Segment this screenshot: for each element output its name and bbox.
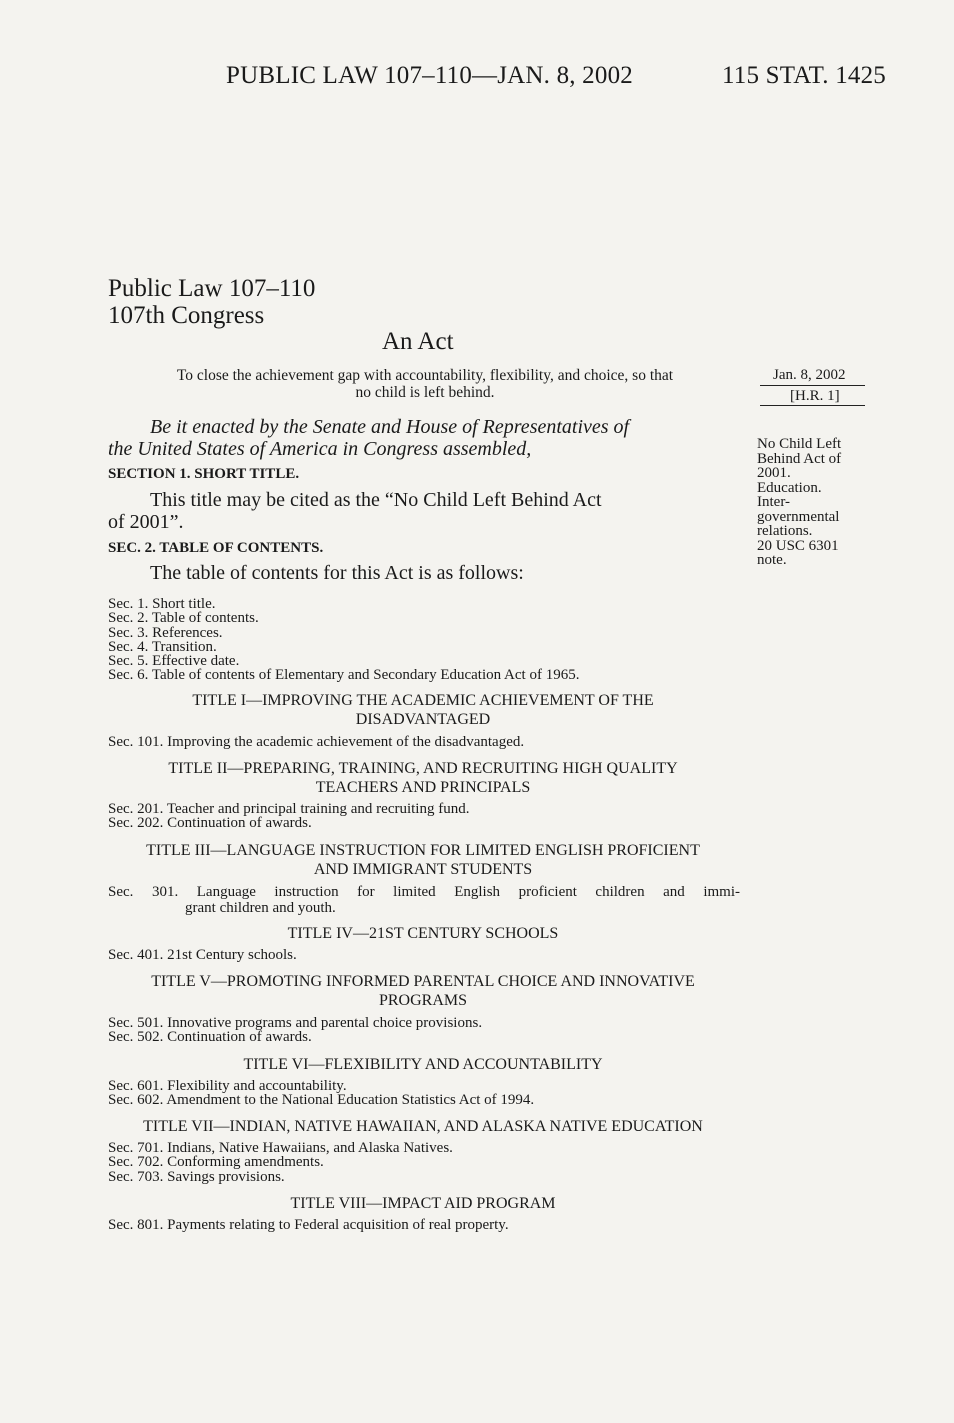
- margin-rule-top: [760, 385, 865, 386]
- toc-entry: Sec. 703. Savings provisions.: [108, 1168, 285, 1185]
- running-header-left: PUBLIC LAW 107–110—JAN. 8, 2002: [226, 62, 633, 89]
- toc-entry: Sec. 4. Transition.: [108, 638, 217, 655]
- purpose-line-2: no child is left behind.: [355, 384, 495, 401]
- enacting-line-1: Be it enacted by the Senate and House of Representatives of: [150, 416, 630, 438]
- title-8-list: [108, 1218, 509, 1232]
- toc-entry: Sec. 1. Short title.: [108, 596, 216, 612]
- margin-rule-bottom: [760, 405, 865, 406]
- public-law-number: Public Law 107–110: [108, 275, 316, 302]
- margin-note-line: governmental: [757, 508, 840, 525]
- toc-entry-301-line-1: Sec. 301. Language instruction for limited English proficient children and immi-: [108, 884, 740, 900]
- title-2-heading: [108, 759, 738, 797]
- title-8-heading: TITLE VIII—IMPACT AID PROGRAM: [290, 1195, 556, 1212]
- title-2-heading-line-1: TITLE II—PREPARING, TRAINING, AND RECRUITING HIGH QUALITY: [168, 760, 678, 777]
- toc-entry: Sec. 6. Table of contents of Elementary and Secondary Education Act of 1965.: [108, 667, 580, 684]
- congress-number: 107th Congress: [108, 302, 265, 329]
- title-1-list: [108, 735, 524, 749]
- act-heading: An Act: [382, 328, 454, 355]
- title-7-heading: TITLE VII—INDIAN, NATIVE HAWAIIAN, AND ALASKA NATIVE EDUCATION: [143, 1118, 703, 1135]
- page-citation: 115 STAT. 1425: [722, 62, 886, 89]
- margin-note-line: 20 USC 6301: [757, 537, 839, 554]
- title-1-heading: [108, 691, 738, 729]
- toc-entry: Sec. 502. Continuation of awards.: [108, 1029, 312, 1046]
- section-1-heading: SECTION 1. SHORT TITLE.: [108, 466, 300, 482]
- margin-note-line: Inter-: [757, 494, 791, 510]
- toc-entry: Sec. 201. Teacher and principal training and recruiting fund.: [108, 801, 470, 817]
- title-4-heading: TITLE IV—21ST CENTURY SCHOOLS: [287, 925, 559, 942]
- toc-entry: Sec. 702. Conforming amendments.: [108, 1154, 324, 1171]
- toc-entry: Sec. 501. Innovative programs and parental choice provisions.: [108, 1015, 483, 1031]
- toc-entry: Sec. 602. Amendment to the National Education Statistics Act of 1994.: [108, 1092, 535, 1109]
- title-5-heading-line-2: PROGRAMS: [378, 992, 468, 1009]
- margin-note-line: 2001.: [757, 465, 791, 481]
- toc-entry: Sec. 3. References.: [108, 624, 223, 641]
- title-6-list: [108, 1079, 534, 1108]
- title-3-heading: [108, 841, 738, 879]
- toc-entry: Sec. 101. Improving the academic achievement of the disadvantaged.: [108, 734, 525, 750]
- enactment-date: Jan. 8, 2002: [773, 367, 846, 383]
- margin-note-line: relations.: [757, 523, 813, 539]
- title-1-heading-line-1: TITLE I—IMPROVING THE ACADEMIC ACHIEVEMENT OF THE: [192, 692, 654, 709]
- section-2-text: The table of contents for this Act is as follows:: [150, 562, 524, 584]
- title-3-heading-line-1: TITLE III—LANGUAGE INSTRUCTION FOR LIMITED ENGLISH PROFICIENT: [146, 842, 700, 859]
- title-4-list: [108, 948, 297, 962]
- margin-note-line: Behind Act of: [757, 450, 842, 467]
- title-7-list: [108, 1141, 453, 1184]
- title-2-heading-line-2: TEACHERS AND PRINCIPALS: [315, 779, 531, 796]
- title-1-heading-line-2: DISADVANTAGED: [355, 711, 491, 728]
- toc-entry: Sec. 5. Effective date.: [108, 653, 240, 670]
- toc-entry: Sec. 701. Indians, Native Hawaiians, and Alaska Natives.: [108, 1140, 453, 1156]
- section-1-line-1: This title may be cited as the “No Child Left Behind Act: [150, 489, 602, 511]
- toc-entry: Sec. 801. Payments relating to Federal acquisition of real property.: [108, 1217, 509, 1233]
- title-2-list: [108, 802, 469, 831]
- section-2-heading: SEC. 2. TABLE OF CONTENTS.: [108, 540, 324, 556]
- margin-notes: [757, 437, 841, 568]
- enacting-clause: [108, 416, 738, 460]
- title-5-heading: [108, 972, 738, 1010]
- purpose-line-1: To close the achievement gap with accountability, flexibility, and choice, so that: [176, 367, 674, 384]
- margin-note-line: note.: [757, 552, 787, 568]
- bill-number: [H.R. 1]: [790, 388, 840, 404]
- toc-entry: Sec. 202. Continuation of awards.: [108, 815, 312, 832]
- title-3-list: [108, 884, 740, 916]
- title-3-heading-line-2: AND IMMIGRANT STUDENTS: [313, 861, 533, 878]
- purpose-clause: [132, 367, 718, 401]
- toc-entry-301-line-2: grant children and youth.: [185, 900, 336, 916]
- margin-note-line: No Child Left: [757, 436, 842, 452]
- enacting-line-2: the United States of America in Congress assembled,: [108, 438, 532, 460]
- margin-note-line: Education.: [757, 479, 822, 496]
- title-5-heading-line-1: TITLE V—PROMOTING INFORMED PARENTAL CHOICE AND INNOVATIVE: [151, 973, 695, 990]
- title-5-list: [108, 1016, 482, 1045]
- title-6-heading: TITLE VI—FLEXIBILITY AND ACCOUNTABILITY: [243, 1056, 603, 1073]
- toc-entry: Sec. 2. Table of contents.: [108, 610, 259, 627]
- section-1-text: [108, 489, 738, 533]
- toc-intro-list: [108, 597, 579, 683]
- section-1-line-2: of 2001”.: [108, 511, 184, 533]
- toc-entry: Sec. 401. 21st Century schools.: [108, 947, 297, 963]
- toc-entry: Sec. 601. Flexibility and accountability.: [108, 1078, 347, 1094]
